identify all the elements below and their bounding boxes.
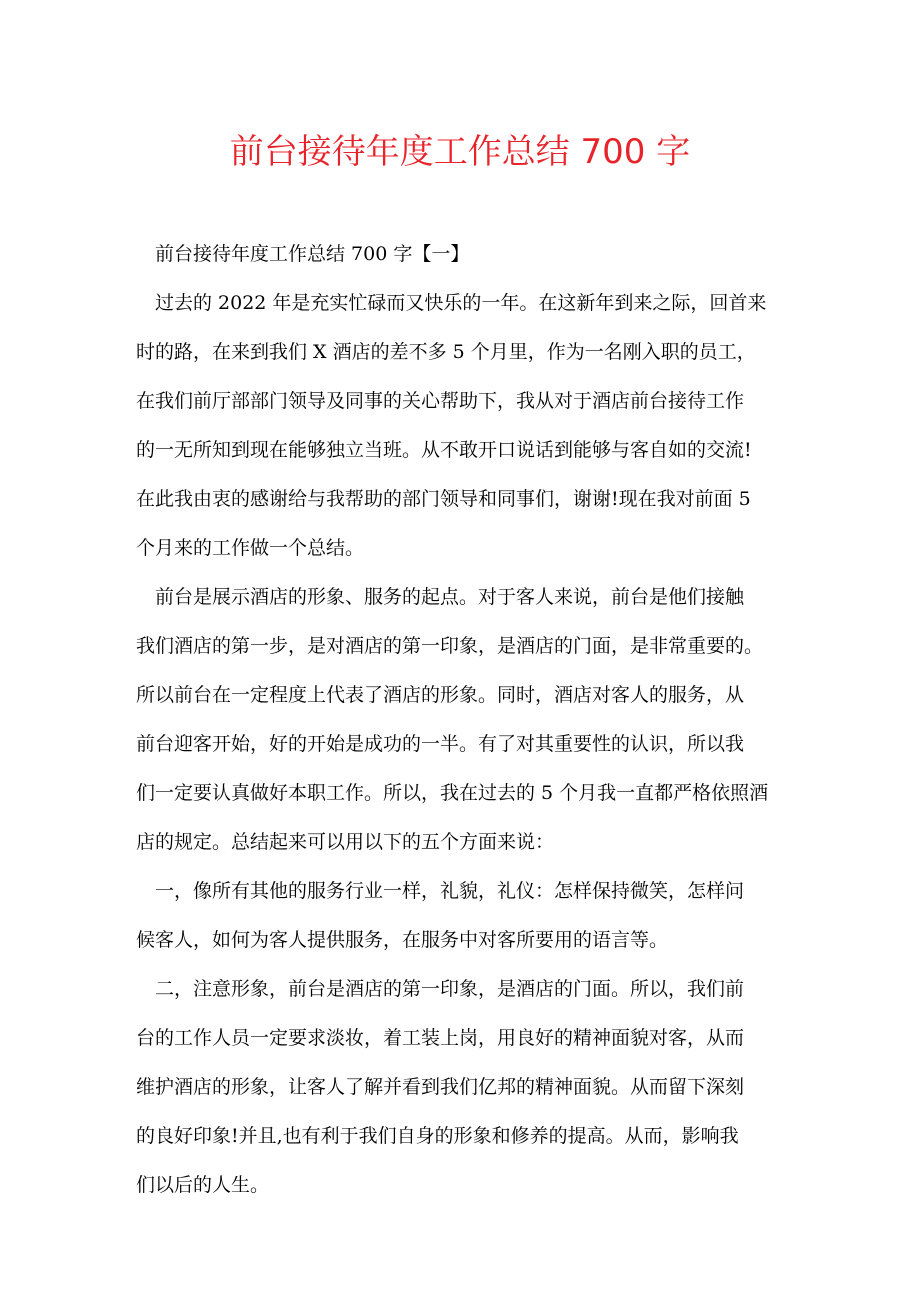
- paragraph-point-one: [136, 867, 788, 965]
- paragraph-line: 候客人，如何为客人提供服务，在服务中对客所要用的语言等。: [136, 929, 669, 951]
- paragraph-line: 所以前台在一定程度上代表了酒店的形象。同时，酒店对客人的服务，从: [136, 684, 745, 706]
- paragraph-line: 前台迎客开始，好的开始是成功的一半。有了对其重要性的认识，所以我: [136, 733, 745, 755]
- paragraph-front-desk: [136, 573, 788, 867]
- paragraph-point-two: [136, 965, 788, 1210]
- paragraph-line: 过去的 2022 年是充实忙碌而又快乐的一年。在这新年到来之际，回首来: [136, 292, 767, 314]
- paragraph-line: 一，像所有其他的服务行业一样，礼貌，礼仪：怎样保持微笑，怎样问: [136, 880, 745, 902]
- paragraph-line: 店的规定。总结起来可以用以下的五个方面来说：: [136, 831, 555, 853]
- paragraph-line: 台的工作人员一定要求淡妆，着工装上岗，用良好的精神面貌对客，从而: [136, 1027, 745, 1049]
- paragraph-line: 时的路，在来到我们 X 酒店的差不多 5 个月里，作为一名刚入职的员工，: [136, 341, 756, 363]
- paragraph-line: 我们酒店的第一步，是对酒店的第一印象，是酒店的门面，是非常重要的。: [136, 635, 764, 657]
- paragraph-line: 前台是展示酒店的形象、服务的起点。对于客人来说，前台是他们接触: [136, 586, 745, 608]
- paragraph-line: 个月来的工作做一个总结。: [136, 537, 365, 559]
- paragraph-line: 维护酒店的形象，让客人了解并看到我们亿邦的精神面貌。从而留下深刻: [136, 1076, 745, 1098]
- paragraph-line: 的一无所知到现在能够独立当班。从不敢开口说话到能够与客自如的交流!: [136, 439, 752, 461]
- document-body: [136, 230, 788, 1210]
- paragraph-line: 在我们前厅部部门领导及同事的关心帮助下，我从对于酒店前台接待工作: [136, 390, 745, 412]
- paragraph-line: 们一定要认真做好本职工作。所以，我在过去的 5 个月我一直都严格依照酒: [136, 782, 769, 804]
- paragraph-line: 二，注意形象，前台是酒店的第一印象，是酒店的门面。所以，我们前: [136, 978, 745, 1000]
- document-title: 前台接待年度工作总结 700 字: [229, 132, 691, 172]
- paragraph-line: 在此我由衷的感谢给与我帮助的部门领导和同事们，谢谢!现在我对前面 5: [136, 488, 751, 510]
- paragraph-subheading: [136, 230, 788, 279]
- paragraph-intro: [136, 279, 788, 573]
- paragraph-line: 的良好印象!并且,也有利于我们自身的形象和修养的提高。从而，影响我: [136, 1125, 739, 1147]
- paragraph-line: 们以后的人生。: [136, 1174, 270, 1196]
- paragraph-line: 前台接待年度工作总结 700 字【一】: [136, 243, 470, 265]
